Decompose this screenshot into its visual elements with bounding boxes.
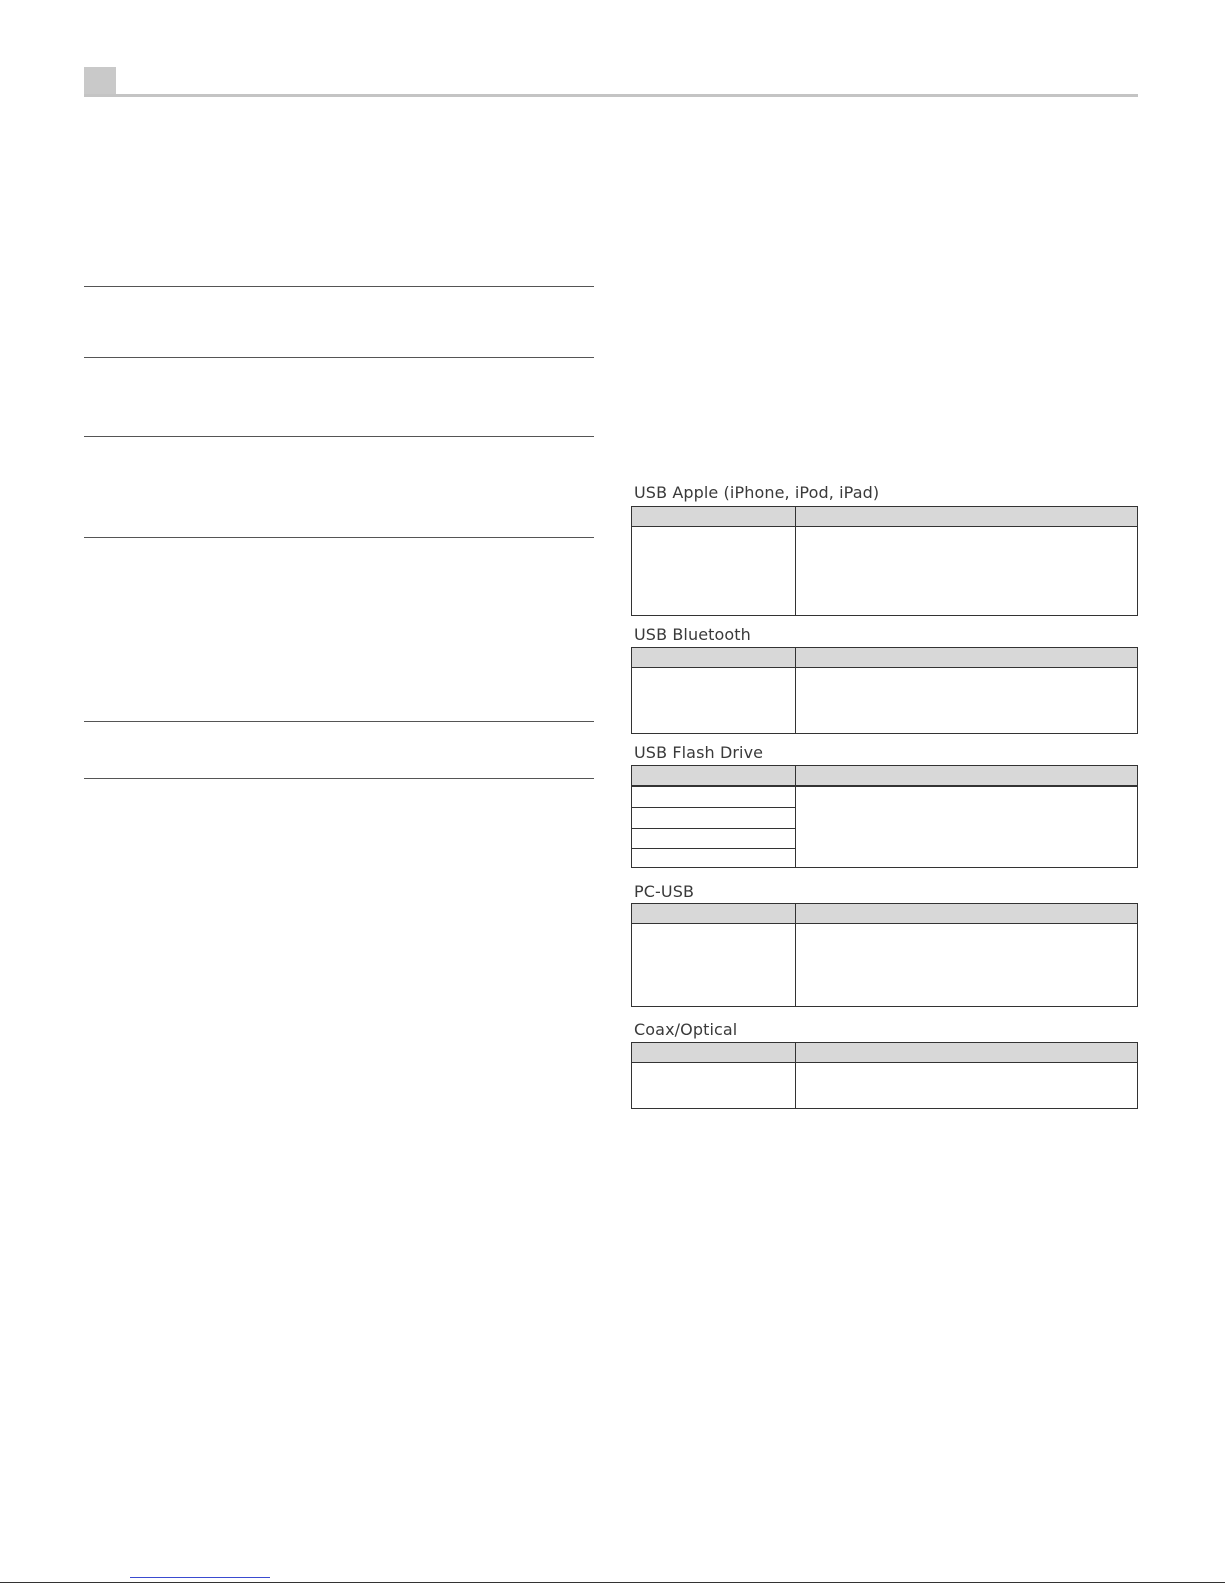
table-header-row [632, 507, 1137, 527]
section-title-usb-apple: USB Apple (iPhone, iPod, iPad) [634, 483, 880, 502]
table-header-row [632, 766, 1137, 787]
row-separator [632, 807, 795, 808]
table-header-row [632, 1043, 1137, 1063]
header-rule [84, 94, 1138, 97]
row-separator [632, 848, 795, 849]
header-tab-block [84, 67, 116, 96]
column-separator [795, 766, 796, 867]
section-title-usb-flash-drive: USB Flash Drive [634, 743, 764, 762]
table-pc-usb [631, 903, 1138, 1007]
column-separator [795, 648, 796, 733]
column-separator [795, 1043, 796, 1108]
section-title-usb-bluetooth: USB Bluetooth [634, 625, 751, 644]
column-separator [795, 507, 796, 615]
section-title-coax-optical: Coax/Optical [634, 1020, 738, 1039]
table-usb-apple [631, 506, 1138, 616]
row-separator [632, 828, 795, 829]
left-divider-4 [84, 537, 594, 538]
table-usb-flash-drive [631, 765, 1138, 868]
left-divider-6 [84, 778, 594, 779]
table-usb-bluetooth [631, 647, 1138, 734]
table-header-row [632, 648, 1137, 668]
footer-rule [0, 1582, 1225, 1583]
left-divider-3 [84, 436, 594, 437]
left-divider-2 [84, 357, 594, 358]
left-divider-5 [84, 721, 594, 722]
footer-link-underline[interactable] [130, 1577, 270, 1578]
left-divider-1 [84, 286, 594, 287]
table-coax-optical [631, 1042, 1138, 1109]
table-header-row [632, 904, 1137, 924]
column-separator [795, 904, 796, 1006]
section-title-pc-usb: PC-USB [634, 882, 695, 901]
